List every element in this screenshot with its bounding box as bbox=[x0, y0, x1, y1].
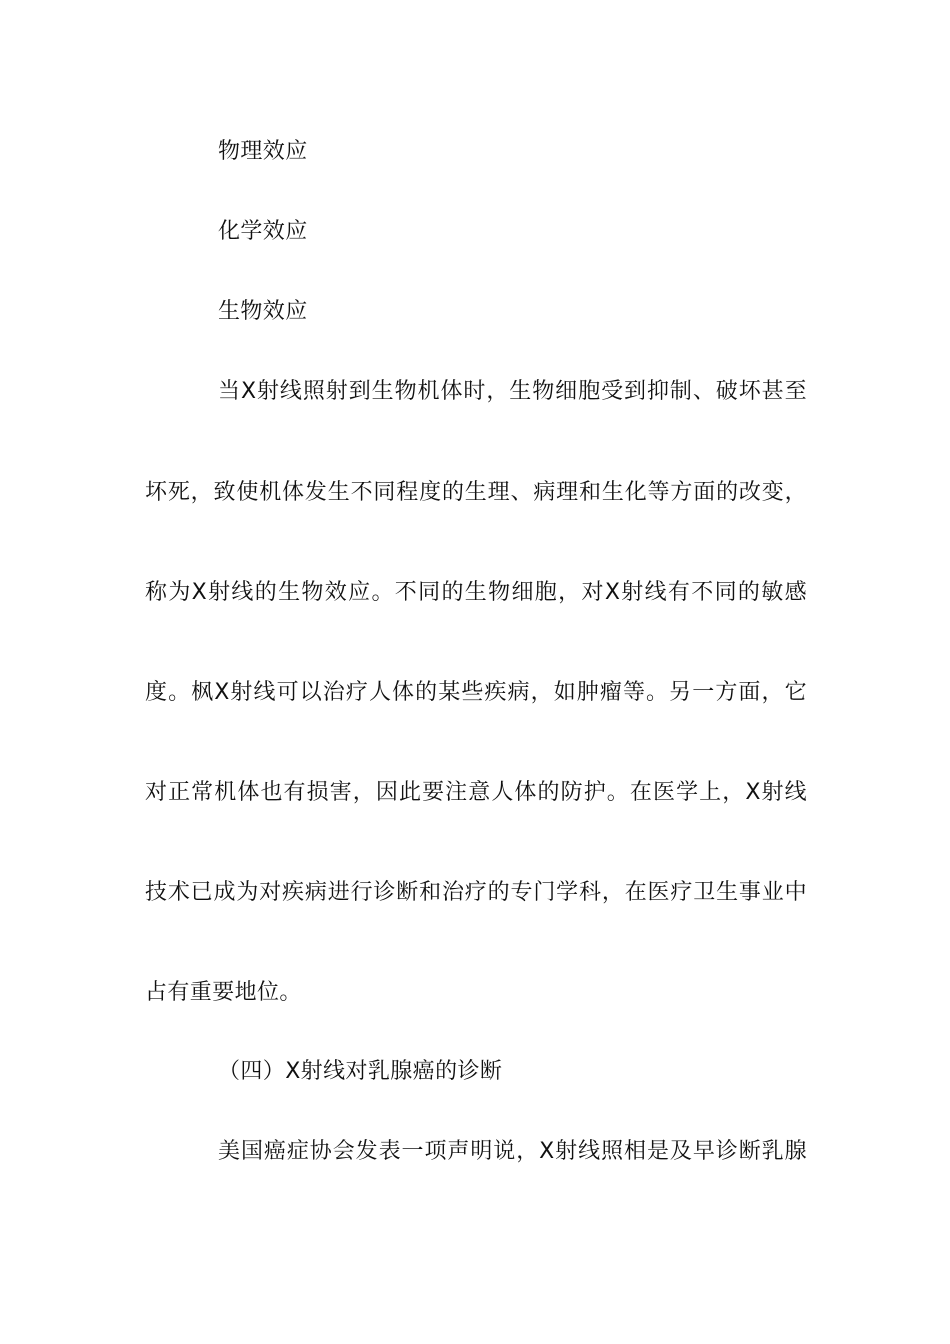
paragraph1-line-5: 对正常机体也有损害，因此要注意人体的防护。在医学上，X射线 bbox=[145, 780, 807, 805]
effect-chemical: 化学效应 bbox=[218, 219, 308, 244]
paragraph1-line-6: 技术已成为对疾病进行诊断和治疗的专门学科，在医疗卫生事业中 bbox=[145, 880, 807, 905]
paragraph1-line-2: 坏死，致使机体发生不同程度的生理、病理和生化等方面的改变， bbox=[145, 480, 807, 505]
effect-biological: 生物效应 bbox=[218, 299, 308, 324]
paragraph1-line-7: 占有重要地位。 bbox=[145, 980, 302, 1005]
effect-physical: 物理效应 bbox=[218, 139, 308, 164]
paragraph1-line-3: 称为X射线的生物效应。不同的生物细胞，对X射线有不同的敏感 bbox=[145, 580, 807, 605]
paragraph1-line-1: 当X射线照射到生物机体时，生物细胞受到抑制、破坏甚至 bbox=[218, 379, 807, 404]
paragraph1-line-4: 度。枫X射线可以治疗人体的某些疾病，如肿瘤等。另一方面，它 bbox=[145, 680, 807, 705]
section-heading: （四）X射线对乳腺癌的诊断 bbox=[218, 1059, 503, 1084]
paragraph2-line-1: 美国癌症协会发表一项声明说，X射线照相是及早诊断乳腺 bbox=[218, 1139, 807, 1164]
